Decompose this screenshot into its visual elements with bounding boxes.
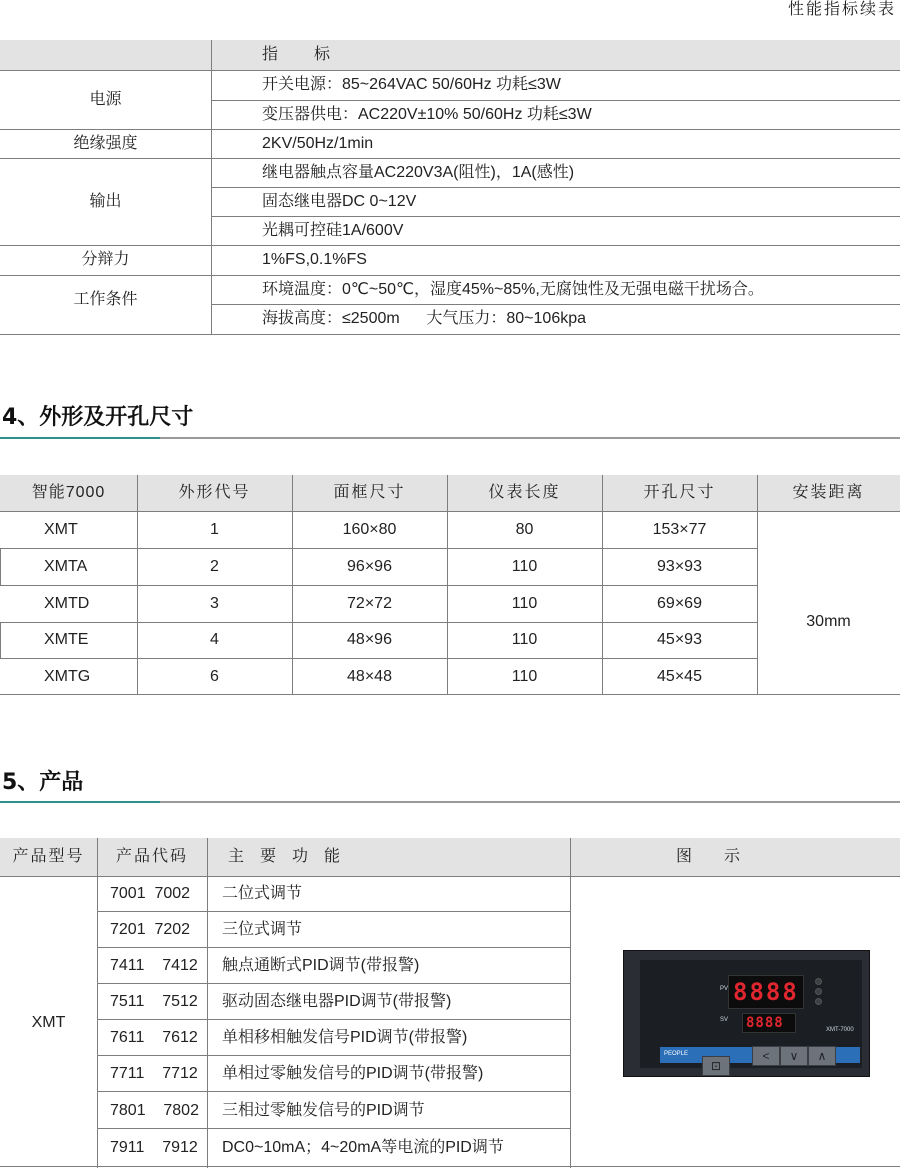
- dim-cell: 153×77: [652, 521, 707, 538]
- dim-cell: 45×45: [657, 668, 702, 685]
- spec-table-header-bg: [0, 40, 900, 70]
- row-line: [0, 334, 900, 335]
- product-function: DC0~10mA；4~20mA等电流的PID调节: [222, 1139, 504, 1156]
- dim-cell: XMTG: [44, 668, 91, 685]
- row-line: [0, 548, 758, 549]
- product-code: 7801 7802: [110, 1102, 199, 1119]
- product-model: XMT: [31, 1014, 66, 1031]
- row-line: [0, 694, 900, 695]
- row-edge: [0, 548, 1, 585]
- dim-cell: 1: [210, 521, 219, 538]
- dim-cell: XMTD: [44, 595, 90, 612]
- sv-display: [742, 1013, 796, 1033]
- sv-label: SV: [720, 1017, 729, 1023]
- dim-cell: XMT: [44, 521, 78, 538]
- pv-display: [728, 975, 804, 1009]
- pv-digits: 8888: [733, 978, 799, 1006]
- dim-cell: XMTA: [44, 558, 88, 575]
- dim-cell: 160×80: [342, 521, 397, 538]
- product-header: 图 示: [676, 848, 741, 865]
- product-function: 驱动固态继电器PID调节(带报警): [222, 993, 452, 1010]
- dim-cell: 45×93: [657, 631, 702, 648]
- row-edge: [0, 622, 1, 658]
- col-line: [207, 838, 208, 1168]
- status-led: [815, 998, 822, 1005]
- dim-header: 面框尺寸: [333, 484, 406, 501]
- section-4-title: 4、外形及开孔尺寸: [2, 405, 194, 430]
- dim-header: 安装距离: [792, 484, 865, 501]
- device-brand: PEOPLE: [664, 1051, 689, 1057]
- product-code: 7611 7612: [110, 1029, 198, 1046]
- spec-value: 光耦可控硅1A/600V: [262, 222, 404, 239]
- row-line: [0, 658, 758, 659]
- row-line: [0, 1166, 900, 1167]
- spec-label-output: 输出: [89, 193, 122, 210]
- dim-cell: 96×96: [347, 558, 392, 575]
- dim-cell: 4: [210, 631, 219, 648]
- spec-value: 开关电源：85~264VAC 50/60Hz 功耗≤3W: [262, 76, 561, 93]
- dim-cell: 3: [210, 595, 219, 612]
- product-header: 主 要 功 能: [228, 848, 341, 865]
- dim-cell: 48×48: [347, 668, 392, 685]
- product-function: 二位式调节: [222, 885, 303, 902]
- row-line: [0, 585, 758, 586]
- dim-cell: 110: [511, 558, 538, 575]
- dim-cell: 2: [210, 558, 219, 575]
- dim-cell: 93×93: [657, 558, 702, 575]
- product-header: 产品代码: [115, 848, 188, 865]
- spec-value: 2KV/50Hz/1min: [262, 135, 374, 152]
- spec-value: 变压器供电：AC220V±10% 50/60Hz 功耗≤3W: [262, 106, 592, 123]
- dim-header: 仪表长度: [488, 484, 561, 501]
- row-line: [0, 876, 900, 877]
- dim-cell: 110: [511, 595, 538, 612]
- spec-value: 1%FS,0.1%FS: [262, 251, 367, 268]
- spec-label-insulation: 绝缘强度: [73, 135, 138, 152]
- product-function: 三位式调节: [222, 921, 303, 938]
- dim-cell: 48×96: [347, 631, 392, 648]
- dim-cell: 6: [210, 668, 219, 685]
- col-line: [97, 838, 98, 1168]
- dim-cell: 69×69: [657, 595, 702, 612]
- section-5-title: 5、产品: [2, 770, 84, 795]
- row-line: [98, 1091, 570, 1092]
- spec-value: 海拔高度：≤2500m 大气压力：80~106kpa: [262, 310, 587, 327]
- row-line: [98, 1019, 570, 1020]
- dim-header: 外形代号: [178, 484, 251, 501]
- section-5-rule-accent: [0, 801, 160, 803]
- dim-header: 开孔尺寸: [643, 484, 716, 501]
- row-line: [0, 511, 900, 512]
- pv-label: PV: [720, 986, 729, 992]
- dim-cell: XMTE: [44, 631, 89, 648]
- product-code: 7711 7712: [110, 1065, 198, 1082]
- page-header: 性能指标续表: [787, 1, 896, 18]
- spec-label-power: 电源: [89, 91, 122, 108]
- row-line: [98, 947, 570, 948]
- row-line: [98, 1128, 570, 1129]
- spec-label-conditions: 工作条件: [73, 291, 138, 308]
- row-line: [0, 245, 900, 246]
- spec-value: 继电器触点容量AC220V3A(阻性)，1A(感性): [262, 164, 575, 181]
- sv-digits: 8888: [746, 1015, 784, 1031]
- dim-header: 智能7000: [31, 484, 106, 501]
- down-key-icon: ∨: [780, 1046, 808, 1066]
- status-led: [815, 988, 822, 995]
- product-header: 产品型号: [12, 848, 85, 865]
- col-line: [570, 838, 571, 1168]
- product-code: 7911 7912: [110, 1139, 198, 1156]
- row-line: [0, 275, 900, 276]
- row-line: [98, 983, 570, 984]
- spec-table-header: 指 标: [262, 46, 341, 63]
- row-line: [0, 129, 900, 130]
- product-code: 7511 7512: [110, 993, 198, 1010]
- product-function: 单相过零触发信号的PID调节(带报警): [222, 1065, 484, 1082]
- spec-value: 环境温度：0℃~50℃，湿度45%~85%,无腐蚀性及无强电磁干扰场合。: [262, 281, 764, 298]
- product-function: 单相移相触发信号PID调节(带报警): [222, 1029, 468, 1046]
- row-line: [0, 158, 900, 159]
- row-line: [0, 70, 900, 71]
- spec-value: 固态继电器DC 0~12V: [262, 193, 417, 210]
- up-key-icon: ∧: [808, 1046, 836, 1066]
- row-line: [0, 622, 758, 623]
- dim-cell: 72×72: [347, 595, 392, 612]
- dim-cell: 110: [511, 668, 538, 685]
- row-line: [212, 187, 900, 188]
- device-model-label: XMT-7000: [826, 1027, 854, 1033]
- row-line: [212, 100, 900, 101]
- product-function: 三相过零触发信号的PID调节: [222, 1102, 425, 1119]
- product-code: 7201 7202: [110, 921, 191, 938]
- product-function: 触点通断式PID调节(带报警): [222, 957, 420, 974]
- product-code: 7001 7002: [110, 885, 191, 902]
- product-code: 7411 7412: [110, 957, 198, 974]
- status-led: [815, 978, 822, 985]
- row-line: [98, 1055, 570, 1056]
- row-line: [212, 216, 900, 217]
- set-key-icon: ⊡: [702, 1056, 730, 1076]
- install-distance: 30mm: [806, 613, 851, 630]
- dim-cell: 80: [515, 521, 534, 538]
- row-line: [98, 911, 570, 912]
- section-4-rule-accent: [0, 437, 160, 439]
- left-key-icon: <: [752, 1046, 780, 1066]
- dim-cell: 110: [511, 631, 538, 648]
- spec-label-resolution: 分辩力: [81, 251, 130, 268]
- row-line: [212, 304, 900, 305]
